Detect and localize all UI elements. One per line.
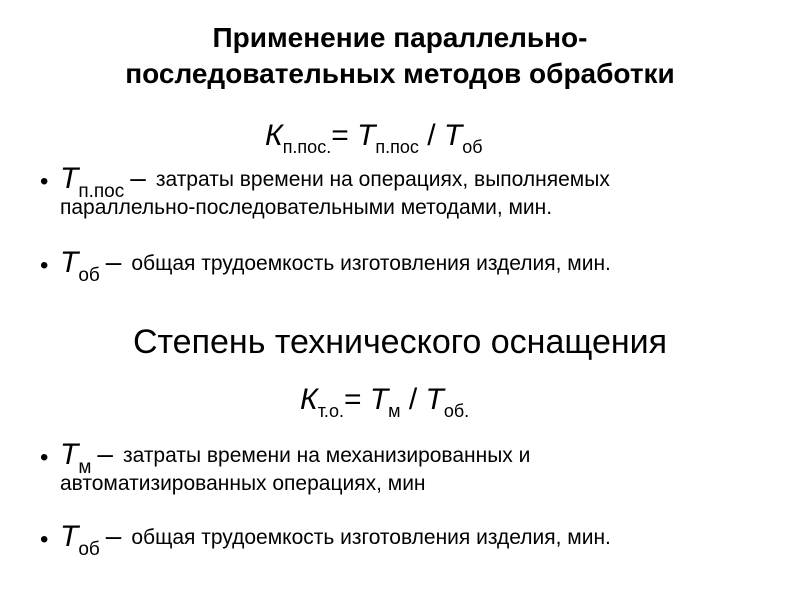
definition-text: общая трудоемкость изготовления изделия, мин. — [131, 526, 611, 549]
definition-symbol-subscript: об — [78, 265, 100, 286]
formula-k-subscript: т.о. — [317, 401, 344, 421]
definition-dash: – — [97, 438, 113, 469]
bullet-marker: • — [40, 444, 49, 471]
formula-equals: = — [331, 119, 358, 152]
slide-title-line-1: Применение параллельно- — [212, 22, 588, 53]
definition-symbol-subscript: об — [78, 539, 100, 560]
section-title-technical-equipment: Степень технического оснащения — [132, 323, 668, 361]
definition-symbol: $Т_м$ — [60, 438, 92, 478]
definition-text: затраты времени на механизированных и — [122, 444, 531, 467]
formula-divide: / — [400, 383, 426, 416]
definition-item — [40, 246, 780, 286]
formula-k-subscript: п.пос. — [282, 137, 332, 157]
definition-dash: – — [105, 520, 122, 551]
definition-symbol: $Т_{п.пос}$ — [60, 162, 125, 202]
definition-dash: – — [130, 162, 146, 193]
formula-t2-symbol: Т — [425, 383, 444, 416]
formula-k-symbol: К — [265, 119, 283, 152]
formula-k-symbol: К — [300, 383, 318, 416]
bullet-marker: • — [40, 526, 49, 553]
definition-dash: – — [105, 246, 122, 277]
formula-t2-symbol: Т — [443, 119, 463, 152]
definition-text: затраты времени на операциях, выполняемых — [155, 168, 610, 191]
formula-t2-subscript: об — [462, 137, 483, 157]
formula-equals: = — [343, 383, 370, 416]
definition-text: общая трудоемкость изготовления изделия, мин. — [131, 252, 611, 275]
slide-title-line-2: последовательных методов обработки — [125, 58, 675, 89]
slide-title — [0, 20, 800, 92]
formula-t1-symbol: Т — [369, 383, 389, 416]
formula-divide: / — [418, 119, 444, 152]
definition-symbol-subscript: м — [78, 457, 92, 478]
definition-symbol: $Т_{об}$ — [60, 246, 100, 286]
formula-technical-equipment-coefficient — [300, 382, 470, 421]
bullet-marker: • — [40, 168, 49, 195]
definition-item — [40, 440, 780, 498]
definition-item — [40, 164, 780, 222]
definition-text-continued: автоматизированных операциях, мин — [60, 472, 426, 495]
formula-t1-subscript: м — [388, 401, 401, 421]
bullet-marker: • — [40, 252, 49, 279]
definition-symbol: $Т_{об}$ — [60, 520, 100, 560]
formula-t2-subscript: об. — [443, 401, 470, 421]
definition-item — [40, 520, 780, 560]
definition-text-continued: параллельно-последовательными методами, мин. — [60, 196, 553, 219]
formula-parallel-sequential-coefficient — [265, 118, 483, 157]
formula-t1-subscript: п.пос — [375, 137, 419, 157]
definition-symbol-subscript: п.пос — [78, 181, 125, 202]
formula-t1-symbol: Т — [357, 119, 376, 152]
